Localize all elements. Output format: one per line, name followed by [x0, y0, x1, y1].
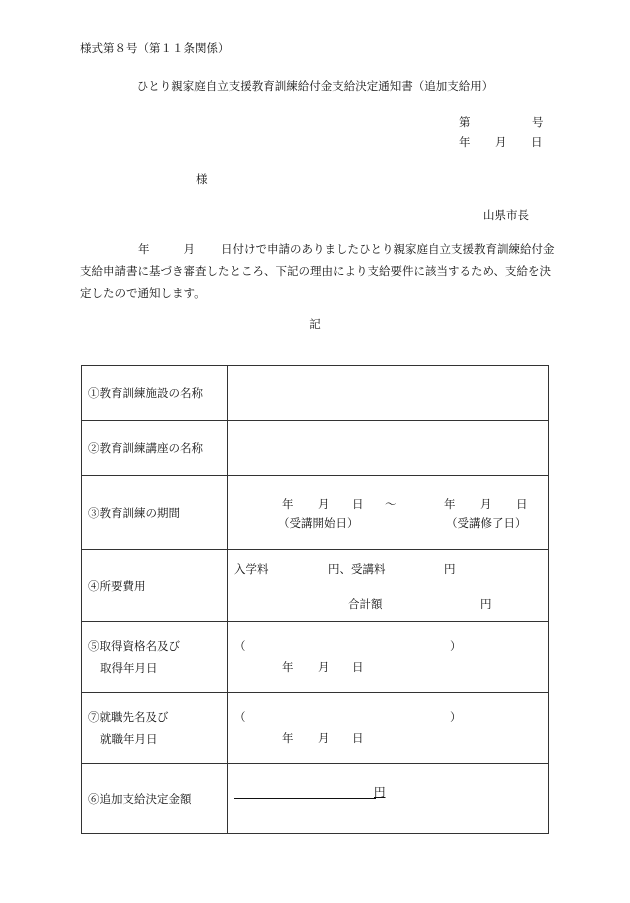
- employment-month: 月: [318, 731, 330, 745]
- body-year: 年: [138, 242, 150, 256]
- start-day: 日: [352, 497, 364, 511]
- document-number-suffix: 号: [532, 115, 544, 129]
- addressee-suffix: 様: [196, 172, 208, 186]
- employment-day: 日: [352, 731, 364, 745]
- details-table: [81, 365, 549, 834]
- end-note: （受講修了日）: [446, 516, 527, 530]
- total-label: 合計額: [348, 597, 383, 611]
- entrance-fee-label: 入学料: [234, 562, 269, 576]
- ki-marker: 記: [309, 317, 321, 331]
- body-text: 日付けで申請のありましたひとり親家庭自立支援教育訓練給付金支給申請書に基づき審査したところ、下記の理由により支給要件に該当するため、支給を決定したので通知します。: [80, 242, 555, 300]
- employment-paren-close: ）: [450, 710, 462, 724]
- employment-label-line1: ⑦就職先名及び: [88, 710, 169, 724]
- issuer-name: 山県市長: [483, 208, 529, 222]
- facility-name-label: ①教育訓練施設の名称: [82, 366, 228, 421]
- tuition-yen: 円: [444, 562, 456, 576]
- qualification-day: 日: [352, 660, 364, 674]
- total-yen: 円: [480, 597, 492, 611]
- training-period-label: ③教育訓練の期間: [82, 476, 228, 550]
- start-year: 年: [282, 497, 294, 511]
- qualification-label-line1: ⑤取得資格名及び: [88, 639, 180, 653]
- table-row: [82, 764, 549, 834]
- end-year: 年: [444, 497, 456, 511]
- body-month: 月: [183, 242, 195, 256]
- facility-name-field[interactable]: [228, 366, 549, 421]
- employment-label: [82, 693, 228, 764]
- employment-paren-open: （: [234, 710, 246, 724]
- employment-field[interactable]: [228, 693, 549, 764]
- table-row: [82, 693, 549, 764]
- date-day-label: 日: [531, 135, 543, 149]
- table-row: [82, 366, 549, 421]
- qualification-label-line2: 取得年月日: [100, 661, 158, 675]
- period-tilde: ～: [385, 497, 397, 511]
- qualification-paren-close: ）: [450, 639, 462, 653]
- amount-yen: 円: [374, 785, 386, 799]
- document-title: ひとり親家庭自立支援教育訓練給付金支給決定通知書（追加支給用）: [136, 79, 494, 93]
- additional-amount-field[interactable]: [228, 764, 549, 834]
- tuition-label: 円、受講料: [328, 562, 386, 576]
- start-month: 月: [318, 497, 330, 511]
- qualification-label: [82, 622, 228, 693]
- qualification-field[interactable]: [228, 622, 549, 693]
- course-name-field[interactable]: [228, 421, 549, 476]
- amount-underline: [234, 798, 376, 799]
- training-period-field[interactable]: [228, 476, 549, 550]
- date-month-label: 月: [495, 135, 507, 149]
- qualification-month: 月: [318, 660, 330, 674]
- required-cost-field[interactable]: [228, 550, 549, 622]
- document-number-prefix: 第: [459, 115, 471, 129]
- form-number: 様式第８号（第１１条関係）: [80, 41, 230, 55]
- date-year-label: 年: [459, 135, 471, 149]
- table-row: [82, 550, 549, 622]
- table-row: [82, 421, 549, 476]
- table-row: [82, 476, 549, 550]
- end-day: 日: [516, 497, 528, 511]
- qualification-year: 年: [282, 660, 294, 674]
- qualification-paren-open: （: [234, 639, 246, 653]
- employment-label-line2: 就職年月日: [100, 732, 158, 746]
- start-note: （受講開始日）: [278, 516, 359, 530]
- required-cost-label: ④所要費用: [82, 550, 228, 622]
- employment-year: 年: [282, 731, 294, 745]
- additional-amount-label: ⑥追加支給決定金額: [82, 764, 228, 834]
- table-row: [82, 622, 549, 693]
- course-name-label: ②教育訓練講座の名称: [82, 421, 228, 476]
- end-month: 月: [480, 497, 492, 511]
- notice-body: [80, 238, 555, 304]
